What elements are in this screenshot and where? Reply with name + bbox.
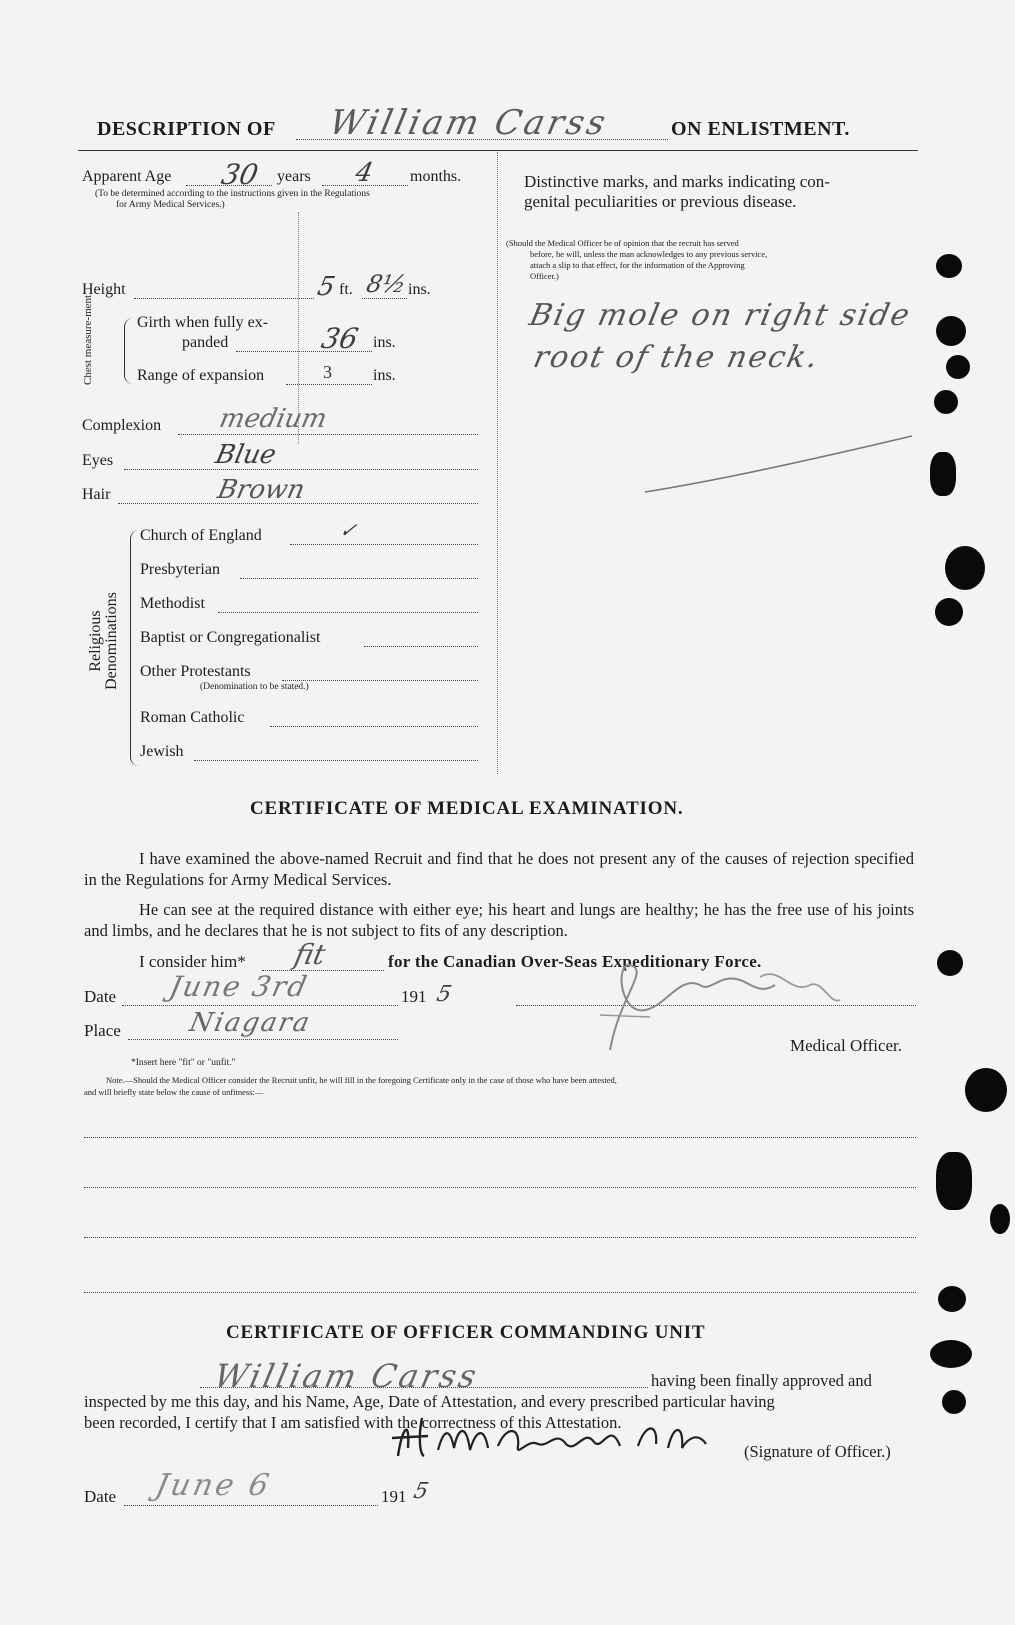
religion-other-note: (Denomination to be stated.) (200, 682, 309, 692)
chest-measurement-text: Chest measure-ment (82, 294, 94, 385)
punch-hole-14 (942, 1390, 966, 1414)
chest-measurement-label (80, 294, 96, 385)
commanding-year-prefix: 191 (381, 1487, 407, 1506)
complexion-label: Complexion (82, 417, 162, 434)
punch-hole-2 (936, 316, 966, 346)
medical-year-digit: 5 (434, 982, 454, 1007)
eyes-label: Eyes (82, 452, 114, 469)
religion-roman-catholic: Roman Catholic (140, 709, 245, 726)
header-prefix: DESCRIPTION OF (97, 118, 276, 140)
religion-group-line2: Denominations (103, 592, 120, 690)
header-suffix: ON ENLISTMENT. (671, 118, 850, 140)
age-months-value: 4 (352, 158, 376, 188)
commanding-text-line1: having been finally approved and (651, 1371, 872, 1390)
height-feet-value: 5 (314, 272, 338, 302)
commanding-title: CERTIFICATE OF OFFICER COMMANDING UNIT (226, 1322, 706, 1343)
hair-label: Hair (82, 486, 111, 503)
religion-brace (130, 530, 139, 766)
marks-heading-line2: genital peculiarities or previous disease. (524, 192, 797, 211)
unfitness-line-3 (84, 1237, 916, 1238)
medical-year-prefix: 191 (401, 987, 427, 1006)
religion-line-4 (282, 680, 478, 681)
punch-hole-1 (936, 254, 962, 278)
consider-suffix: for the Canadian Over-Seas Expeditionary Force. (388, 952, 762, 971)
range-unit: ins. (373, 367, 396, 384)
medical-officer-title: Medical Officer. (790, 1036, 903, 1055)
religion-line-5 (270, 726, 478, 727)
months-label: months. (410, 168, 462, 185)
medical-date-label: Date (84, 987, 117, 1006)
range-value: 3 (323, 362, 332, 382)
punch-hole-9 (965, 1068, 1007, 1112)
religion-group-label (88, 582, 120, 700)
marks-note-line4: Officer.) (530, 271, 559, 281)
commanding-date-label: Date (84, 1487, 117, 1506)
religion-line-6 (194, 760, 478, 761)
commanding-date-value: June 6 (152, 1468, 275, 1503)
medical-place-value: Niagara (186, 1008, 314, 1038)
complexion-line (178, 434, 478, 435)
height-inches-value: 8½ (364, 270, 409, 298)
girth-unit: ins. (373, 334, 396, 351)
eyes-value: Blue (212, 440, 279, 470)
signature-label: (Signature of Officer.) (744, 1442, 891, 1461)
punch-hole-3 (946, 355, 970, 379)
punch-hole-12 (938, 1286, 966, 1312)
consider-prefix: I consider him* (139, 952, 246, 971)
commanding-date-line (124, 1505, 378, 1506)
marks-note-line2: before, he will, unless the man acknowledges to any previous service, (530, 249, 768, 259)
marks-note-line1: (Should the Medical Officer be of opinion that the recruit has served (506, 238, 739, 248)
commanding-name: William Carss (210, 1357, 483, 1395)
girth-value: 36 (318, 322, 362, 355)
commanding-officer-signature (388, 1408, 728, 1468)
top-rule (78, 150, 918, 151)
height-label: Height (82, 281, 126, 298)
medical-place-line (128, 1039, 398, 1040)
consider-value: fit (291, 938, 329, 971)
marks-handwritten-line2: root of the neck. (530, 340, 823, 375)
insert-note: *Insert here "fit" or "unfit." (131, 1058, 236, 1068)
religion-line-1 (240, 578, 478, 579)
unfitness-line-1 (84, 1137, 916, 1138)
range-label: Range of expansion (137, 367, 265, 384)
punch-hole-11 (990, 1204, 1010, 1234)
age-years-value: 30 (218, 158, 262, 191)
hair-value: Brown (214, 475, 308, 505)
religion-jewish: Jewish (140, 743, 184, 760)
church-of-england-mark: ✓ (337, 518, 360, 542)
ins-label: ins. (408, 281, 431, 298)
recruit-name: William Carss (325, 103, 612, 143)
chest-brace (124, 318, 133, 384)
commanding-text-line2: inspected by me this day, and his Name, Age, Date of Attestation, and every prescribed particular having (84, 1392, 775, 1411)
girth-label-line1: Girth when fully ex- (137, 314, 269, 331)
complexion-value: medium (216, 404, 330, 434)
age-note-line2: for Army Medical Services.) (116, 200, 225, 210)
ft-label: ft. (339, 281, 353, 298)
medical-para1: I have examined the above-named Recruit and find that he does not present any of the causes of rejection specified in the Regulations for Army Medical Services. (84, 849, 914, 889)
marks-note-line3: attach a slip to that effect, for the information of the Approving (530, 260, 745, 270)
religion-baptist: Baptist or Congregationalist (140, 629, 321, 646)
marks-heading-line1: Distinctive marks, and marks indicating con- (524, 172, 830, 191)
marks-handwritten-line1: Big mole on right side (526, 298, 915, 333)
religion-group-line1: Religious (87, 610, 104, 672)
punch-hole-4 (934, 390, 958, 414)
punch-hole-10 (936, 1152, 972, 1210)
punch-hole-6 (945, 546, 985, 590)
religion-line-3 (364, 646, 478, 647)
height-line (134, 298, 314, 299)
medical-title: CERTIFICATE OF MEDICAL EXAMINATION. (250, 798, 684, 819)
religion-presbyterian: Presbyterian (140, 561, 220, 578)
religion-methodist: Methodist (140, 595, 205, 612)
medical-date-value: June 3rd (166, 970, 312, 1003)
commanding-text-line3: been recorded, I certify that I am satisfied with the correctness of this Attestation. (84, 1413, 622, 1432)
religion-other-protestants: Other Protestants (140, 663, 251, 680)
eyes-line (124, 469, 478, 470)
religion-line-0 (290, 544, 478, 545)
medical-para2: He can see at the required distance with either eye; his heart and lungs are healthy; he has the free use of his joints and limbs, and he declares that he is not subject to fits of any description. (84, 900, 914, 940)
unfitness-line-4 (84, 1292, 916, 1293)
religion-line-2 (218, 612, 478, 613)
punch-hole-5 (930, 452, 956, 496)
medical-place-label: Place (84, 1021, 121, 1040)
commanding-year-digit: 5 (411, 1479, 431, 1504)
religion-church-of-england: Church of England (140, 527, 262, 544)
range-line (286, 384, 372, 385)
punch-hole-13 (930, 1340, 972, 1368)
girth-label-line2: panded (182, 334, 229, 351)
medical-note-line2: and will briefly state below the cause of unfitness:— (84, 1087, 264, 1097)
age-note-line1: (To be determined according to the instructions given in the Regulations (95, 189, 370, 199)
height-inches-line (362, 298, 407, 299)
marks-strikethrough-line (640, 430, 920, 500)
medical-date-line (122, 1005, 398, 1006)
years-label: years (277, 168, 311, 185)
medical-note-line1: Note.—Should the Medical Officer consider the Recruit unfit, he will fill in the foregoing Certificate only in the case of those who have been attested, (106, 1075, 617, 1085)
column-divider (497, 152, 498, 774)
punch-hole-8 (937, 950, 963, 976)
unfitness-line-2 (84, 1187, 916, 1188)
apparent-age-label: Apparent Age (82, 168, 172, 185)
punch-hole-7 (935, 598, 963, 626)
